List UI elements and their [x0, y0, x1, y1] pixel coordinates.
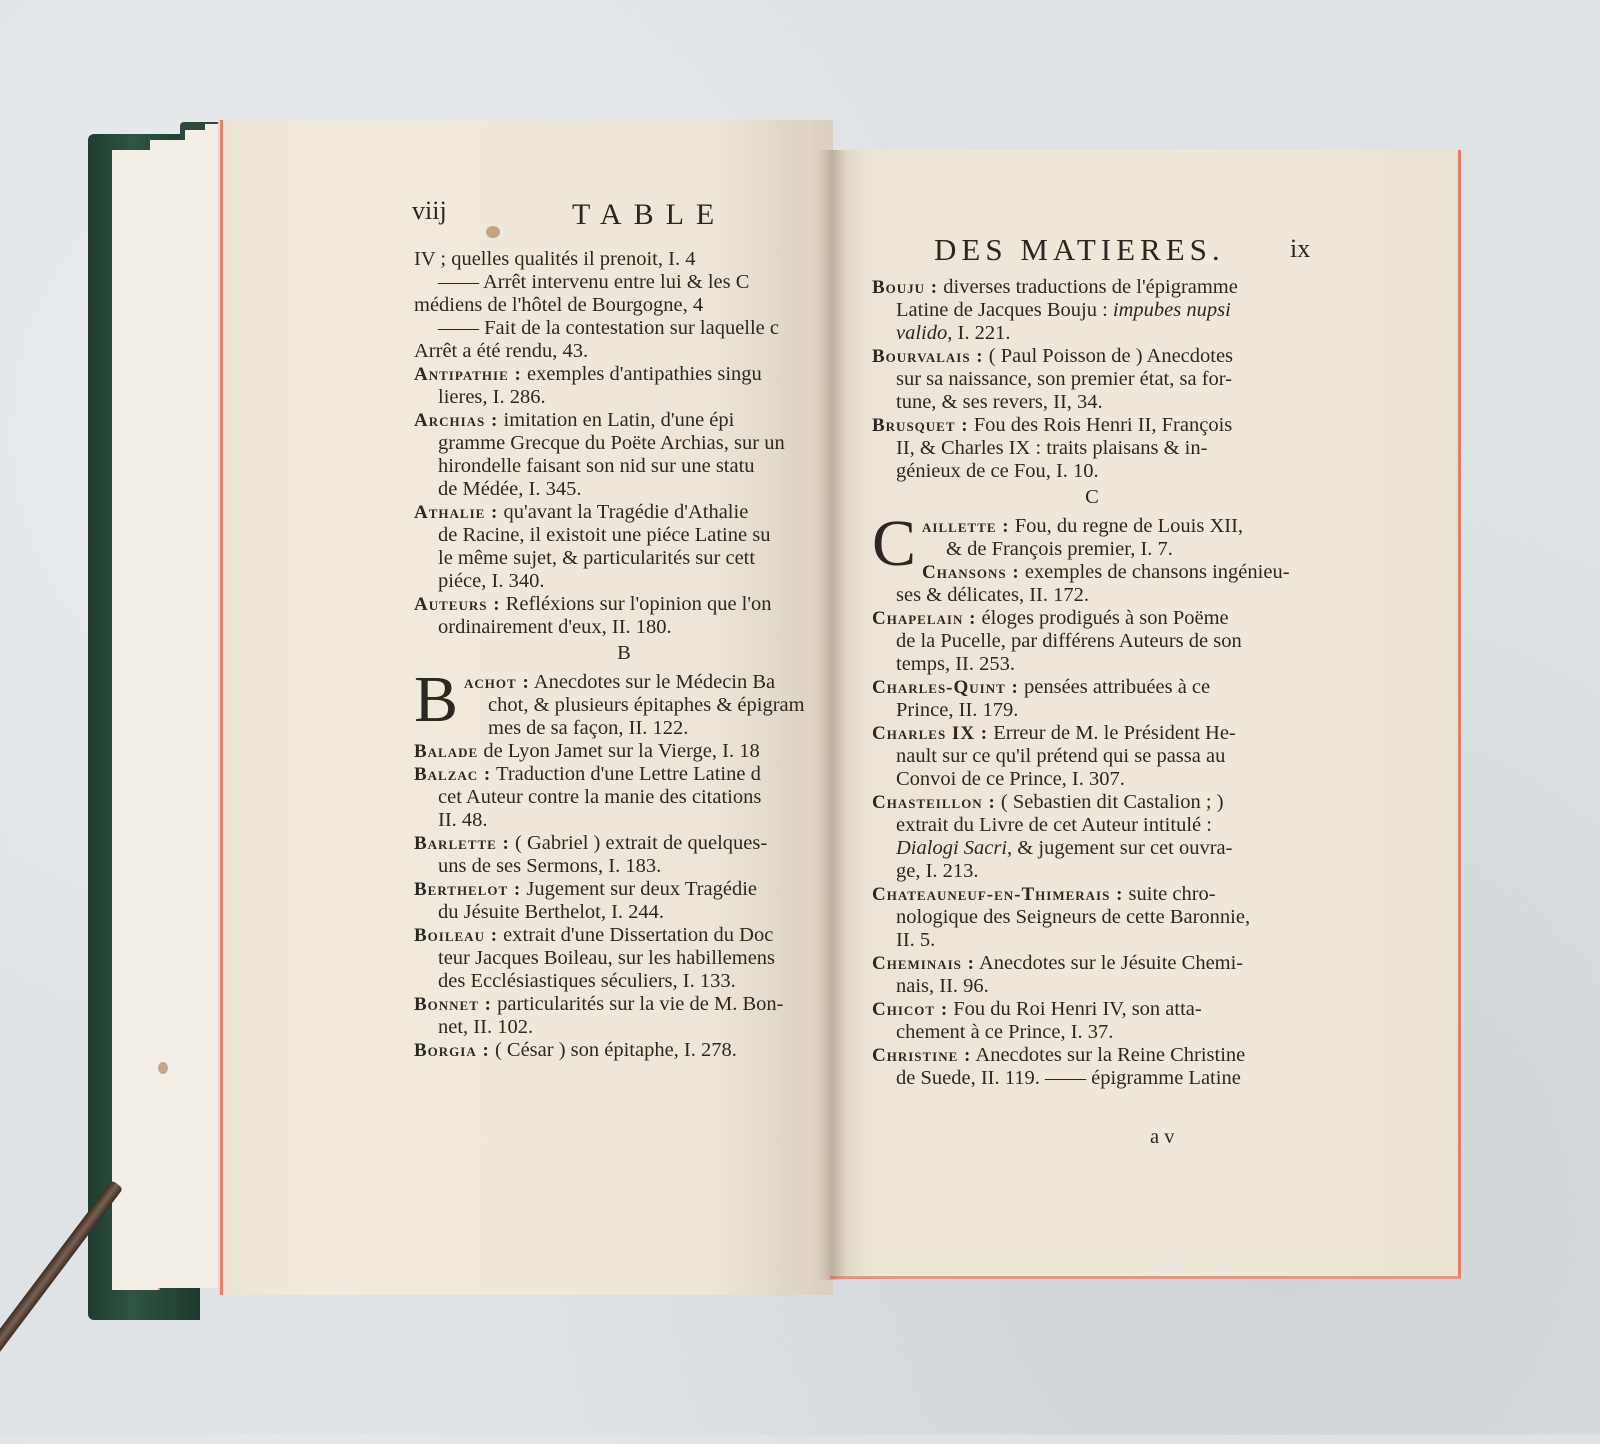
index-entry-continuation: [414, 809, 834, 832]
entry-text: nais, II. 96.: [896, 975, 989, 997]
index-entry-continuation: [872, 837, 1312, 860]
index-entry-continuation: [872, 322, 1312, 345]
index-entry: [414, 993, 834, 1016]
entry-text: ( César ) son épitaphe, I. 278.: [489, 1039, 737, 1061]
entry-text: qu'avant la Tragédie d'Athalie: [498, 501, 749, 523]
section-letter: B: [617, 642, 631, 664]
entry-headword: Chicot :: [872, 999, 949, 1020]
entry-text: Refléxions sur l'opinion que l'on: [500, 593, 772, 615]
index-entry-continuation: [414, 547, 834, 570]
entry-text: temps, II. 253.: [896, 653, 1015, 675]
index-entry: [414, 832, 834, 855]
index-entry-continuation: [414, 570, 834, 593]
entry-text: particularités sur la vie de M. Bon-: [491, 993, 784, 1015]
italic-text: Dialogi Sacri: [896, 837, 1008, 859]
index-entry-continuation: [414, 1016, 834, 1039]
entry-text: Convoi de ce Prince, I. 307.: [896, 768, 1125, 790]
index-entry-continuation: [414, 970, 834, 993]
index-entry-continuation: [414, 855, 834, 878]
entry-text: Traduction d'une Lettre Latine d: [491, 763, 761, 785]
entry-text: Fou des Rois Henri II, François: [968, 414, 1233, 436]
index-entry-continuation: [414, 248, 834, 271]
italic-text: impubes nupsi: [1112, 299, 1231, 321]
entry-text: diverses traductions de l'épigramme: [938, 276, 1238, 298]
entry-headword: Chateauneuf-en-Thimerais :: [872, 884, 1124, 905]
entry-text: Latine de Jacques Bouju :: [896, 299, 1113, 321]
entry-text: , & jugement sur cet ouvra-: [1007, 837, 1233, 859]
entry-headword: Archias :: [414, 410, 499, 431]
entry-text: Erreur de M. le Président He-: [988, 722, 1236, 744]
entry-text: Anecdotes sur le Médecin Ba: [529, 671, 776, 693]
italic-text: valido: [896, 322, 948, 344]
left-page-title: TABLE: [572, 198, 727, 231]
index-entry-continuation: [872, 437, 1312, 460]
index-entry: [872, 722, 1312, 745]
index-entry: [872, 998, 1312, 1021]
index-entry-continuation: [872, 699, 1312, 722]
drop-capital: C: [872, 507, 917, 580]
entry-text: le même sujet, & particularités sur cett: [438, 547, 756, 569]
entry-headword: Barlette :: [414, 833, 510, 854]
index-entry-continuation: [872, 1067, 1312, 1090]
index-entry: [922, 561, 1312, 584]
entry-headword: Chasteillon :: [872, 792, 996, 813]
entry-text: Fou, du regne de Louis XII,: [1009, 515, 1244, 537]
index-entry-continuation: [414, 294, 834, 317]
index-entry-continuation: [872, 653, 1312, 676]
index-entry-continuation: [414, 271, 834, 294]
index-entry-continuation: [414, 616, 834, 639]
entry-text: , I. 221.: [947, 322, 1011, 344]
index-entry: [872, 883, 1312, 906]
entry-text: suite chro-: [1123, 883, 1216, 905]
entry-text: sur sa naissance, son premier état, sa for-: [896, 368, 1233, 390]
entry-text: mes de sa façon, II. 122.: [488, 717, 689, 739]
entry-text: génieux de ce Fou, I. 10.: [896, 460, 1099, 482]
entry-text: teur Jacques Boileau, sur les habillemens: [438, 947, 776, 969]
entry-text: Arrêt a été rendu, 43.: [414, 340, 589, 362]
index-entry-continuation: [872, 975, 1312, 998]
index-entry-continuation: [872, 391, 1312, 414]
index-entry-continuation: [414, 947, 834, 970]
right-index-column: [872, 276, 1312, 1090]
entry-headword: Boileau :: [414, 925, 499, 946]
entry-headword: Borgia :: [414, 1040, 490, 1061]
entry-text: piéce, I. 340.: [438, 570, 545, 592]
entry-text: de Lyon Jamet sur la Vierge, I. 18: [478, 740, 760, 762]
entry-text: des Ecclésiastiques séculiers, I. 133.: [438, 970, 736, 992]
entry-text: ( Sebastien dit Castalion ; ): [995, 791, 1224, 813]
entry-headword: Brusquet :: [872, 415, 969, 436]
index-entry: [414, 501, 834, 524]
index-entry-continuation: [872, 814, 1312, 837]
index-entry: [872, 676, 1312, 699]
entry-text: lieres, I. 286.: [438, 386, 546, 408]
index-entry-continuation: [414, 478, 834, 501]
entry-text: ( Gabriel ) extrait de quelques-: [509, 832, 768, 854]
index-entry-continuation: [464, 717, 834, 740]
entry-headword: Chapelain :: [872, 608, 977, 629]
entry-text: exemples d'antipathies singu: [521, 363, 762, 385]
entry-text: chement à ce Prince, I. 37.: [896, 1021, 1114, 1043]
entry-text: —— Fait de la contestation sur laquelle c: [438, 317, 780, 339]
entry-headword: Auteurs :: [414, 594, 501, 615]
foxing-stain: [486, 226, 500, 238]
index-entry: [872, 276, 1312, 299]
index-entry-continuation: [872, 768, 1312, 791]
index-entry-continuation: [414, 786, 834, 809]
entry-headword: Charles IX :: [872, 723, 989, 744]
entry-text: extrait d'une Dissertation du Doc: [498, 924, 774, 946]
entry-text: Anecdotes sur le Jésuite Chemi-: [974, 952, 1244, 974]
index-entry-continuation: [414, 455, 834, 478]
index-entry-continuation: [872, 1021, 1312, 1044]
entry-text: hirondelle faisant son nid sur une statu: [438, 455, 755, 477]
index-entry-continuation: [872, 906, 1312, 929]
index-entry-continuation: [414, 901, 834, 924]
index-entry-continuation: [414, 386, 834, 409]
entry-headword: aillette :: [922, 516, 1010, 537]
entry-text: nault sur ce qu'il prétend qui se passa au: [896, 745, 1226, 767]
entry-text: chot, & plusieurs épitaphes & épigram: [488, 694, 805, 716]
entry-text: cet Auteur contre la manie des citations: [438, 786, 762, 808]
index-entry-continuation: [872, 929, 1312, 952]
index-entry: [414, 363, 834, 386]
entry-text: du Jésuite Berthelot, I. 244.: [438, 901, 665, 923]
entry-text: de Suede, II. 119. —— épigramme Latine: [896, 1067, 1241, 1089]
entry-text: uns de ses Sermons, I. 183.: [438, 855, 662, 877]
index-entry: [414, 763, 834, 786]
entry-text: ( Paul Poisson de ) Anecdotes: [983, 345, 1234, 367]
index-entry-continuation: [414, 432, 834, 455]
entry-headword: Athalie :: [414, 502, 499, 523]
index-entry: [414, 924, 834, 947]
left-page-folio: viij: [412, 196, 447, 225]
left-index-column: [414, 248, 834, 1062]
entry-headword: Chansons :: [922, 562, 1020, 583]
entry-text: Prince, II. 179.: [896, 699, 1019, 721]
entry-text: Jugement sur deux Tragédie: [521, 878, 757, 900]
index-entry: [872, 607, 1312, 630]
entry-headword: Balade: [414, 741, 479, 762]
entry-text: ordinairement d'eux, II. 180.: [438, 616, 672, 638]
index-entry-continuation: [414, 340, 834, 363]
entry-text: & de François premier, I. 7.: [946, 538, 1173, 560]
entry-text: pensées attribuées à ce: [1018, 676, 1211, 698]
entry-text: Fou du Roi Henri IV, son atta-: [948, 998, 1202, 1020]
index-entry-continuation: [872, 745, 1312, 768]
section-letter: C: [1085, 486, 1099, 508]
entry-text: imitation en Latin, d'une épi: [498, 409, 735, 431]
index-entry-continuation: [872, 368, 1312, 391]
entry-headword: achot :: [464, 672, 530, 693]
entry-text: II. 5.: [896, 929, 936, 951]
index-entry-continuation: [872, 299, 1312, 322]
entry-text: extrait du Livre de cet Auteur intitulé :: [896, 814, 1212, 836]
entry-headword: Antipathie :: [414, 364, 522, 385]
index-entry-continuation: [872, 630, 1312, 653]
right-page-title: DES MATIERES.: [934, 232, 1225, 267]
entry-text: II, & Charles IX : traits plaisans & in-: [896, 437, 1208, 459]
entry-text: II. 48.: [438, 809, 488, 831]
drop-capital: B: [414, 663, 459, 736]
entry-headword: Cheminais :: [872, 953, 975, 974]
entry-text: tune, & ses revers, II, 34.: [896, 391, 1103, 413]
index-entry: [872, 791, 1312, 814]
entry-text: Anecdotes sur la Reine Christine: [971, 1044, 1246, 1066]
entry-headword: Balzac :: [414, 764, 492, 785]
index-entry-continuation: [872, 584, 1312, 607]
index-entry-continuation: [414, 524, 834, 547]
entry-text: éloges prodigués à son Poëme: [976, 607, 1229, 629]
entry-text: médiens de l'hôtel de Bourgogne, 4: [414, 294, 704, 316]
index-entry-continuation: [872, 460, 1312, 483]
entry-headword: Berthelot :: [414, 879, 522, 900]
entry-text: ge, I. 213.: [896, 860, 979, 882]
entry-headword: Charles-Quint :: [872, 677, 1019, 698]
entry-text: de Médée, I. 345.: [438, 478, 582, 500]
entry-text: exemples de chansons ingénieu-: [1019, 561, 1290, 583]
index-entry: [414, 878, 834, 901]
index-entry-continuation: [872, 860, 1312, 883]
index-entry-continuation: [414, 317, 834, 340]
index-entry: [872, 414, 1312, 437]
entry-text: de Racine, il existoit une piéce Latine su: [438, 524, 771, 546]
index-entry: [414, 1039, 834, 1062]
index-entry: [414, 593, 834, 616]
right-page-folio: ix: [1290, 234, 1311, 263]
entry-headword: Bonnet :: [414, 994, 492, 1015]
entry-headword: Christine :: [872, 1045, 972, 1066]
entry-text: de la Pucelle, par différens Auteurs de son: [896, 630, 1242, 652]
entry-text: ses & délicates, II. 172.: [896, 584, 1089, 606]
signature-mark: a v: [1150, 1126, 1175, 1148]
entry-text: —— Arrêt intervenu entre lui & les C: [438, 271, 750, 293]
index-entry-continuation: [922, 538, 1312, 561]
entry-headword: Bourvalais :: [872, 346, 984, 367]
index-entry-continuation: [464, 694, 834, 717]
entry-headword: Bouju :: [872, 277, 939, 298]
entry-text: IV ; quelles qualités il prenoit, I. 4: [414, 248, 696, 270]
foxing-stain: [158, 1062, 168, 1074]
index-entry: [414, 740, 834, 763]
index-entry: [872, 1044, 1312, 1067]
entry-text: gramme Grecque du Poëte Archias, sur un: [438, 432, 785, 454]
entry-text: nologique des Seigneurs de cette Baronnie,: [896, 906, 1251, 928]
index-entry: [872, 345, 1312, 368]
index-entry: [872, 952, 1312, 975]
entry-text: net, II. 102.: [438, 1016, 534, 1038]
index-entry: [414, 409, 834, 432]
